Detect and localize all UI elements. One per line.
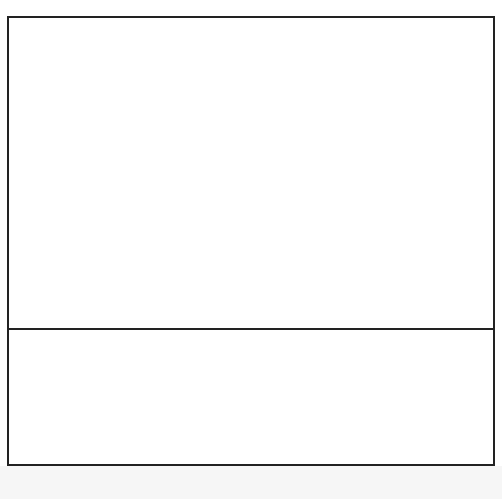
top-register	[9, 24, 493, 326]
section-divider	[7, 328, 495, 330]
bottom-register	[9, 336, 493, 464]
bottom-band	[0, 466, 502, 499]
